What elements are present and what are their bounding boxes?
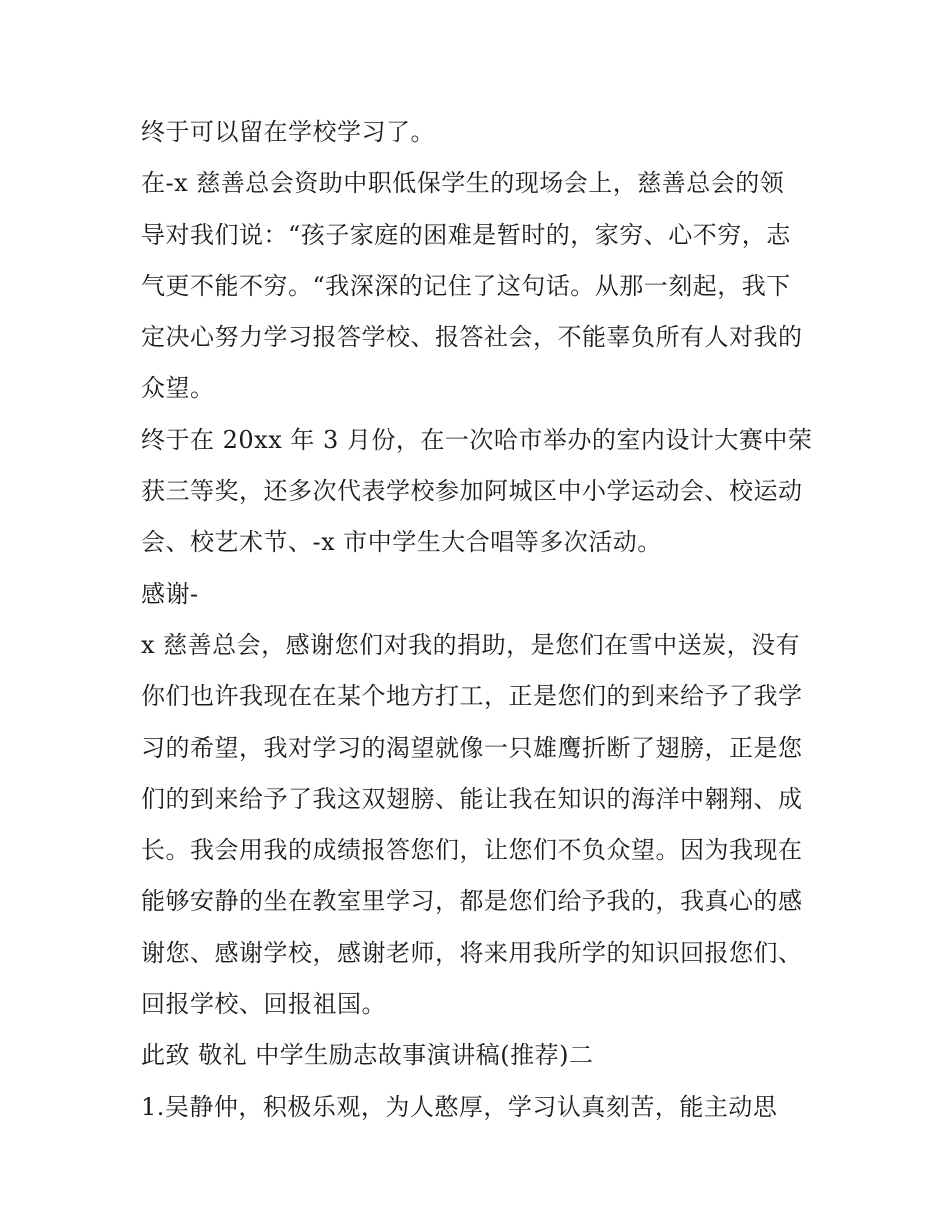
text-line: 终于可以留在学校学习了。 <box>141 118 435 146</box>
text-line: 们的到来给予了我这双翅膀、能让我在知识的海洋中翱翔、成 <box>141 784 803 813</box>
text-line: 众望。 <box>141 374 215 403</box>
text-line: 在-x 慈善总会资助中职低保学生的现场会上，慈善总会的领 <box>141 169 785 198</box>
text-line: 长。我会用我的成绩报答您们，让您们不负众望。因为我现在 <box>141 836 803 865</box>
text-line: 此致 敬礼 中学生励志故事演讲稿(推荐)二 <box>141 1041 594 1070</box>
text-line: 回报学校、回报祖国。 <box>141 990 386 1019</box>
text-line: x 慈善总会，感谢您们对我的捐助，是您们在雪中送炭，没有 <box>141 630 801 659</box>
text-line: 气更不能不穷。“我深深的记住了这句话。从那一刻起，我下 <box>141 271 791 300</box>
text-line: 1.吴静仲，积极乐观，为人憨厚，学习认真刻苦，能主动思 <box>141 1092 778 1121</box>
text-line: 你们也许我现在在某个地方打工，正是您们的到来给予了我学 <box>141 682 803 711</box>
text-line: 能够安静的坐在教室里学习，都是您们给予我的，我真心的感 <box>141 887 803 916</box>
text-line: 谢您、感谢学校，感谢老师，将来用我所学的知识回报您们、 <box>141 938 803 967</box>
document-body <box>141 107 821 1133</box>
text-line: 感谢- <box>141 579 199 608</box>
text-line: 获三等奖，还多次代表学校参加阿城区中小学运动会、校运动 <box>141 477 803 506</box>
text-line: 导对我们说：“孩子家庭的困难是暂时的，家穷、心不穷，志 <box>141 220 791 249</box>
text-line: 定决心努力学习报答学校、报答社会，不能辜负所有人对我的 <box>141 323 803 352</box>
text-line: 习的希望，我对学习的渴望就像一只雄鹰折断了翅膀，正是您 <box>141 733 803 762</box>
text-line: 会、校艺术节、-x 市中学生大合唱等多次活动。 <box>141 528 662 557</box>
text-line: 终于在 20xx 年 3 月份，在一次哈市举办的室内设计大赛中荣 <box>141 425 813 454</box>
